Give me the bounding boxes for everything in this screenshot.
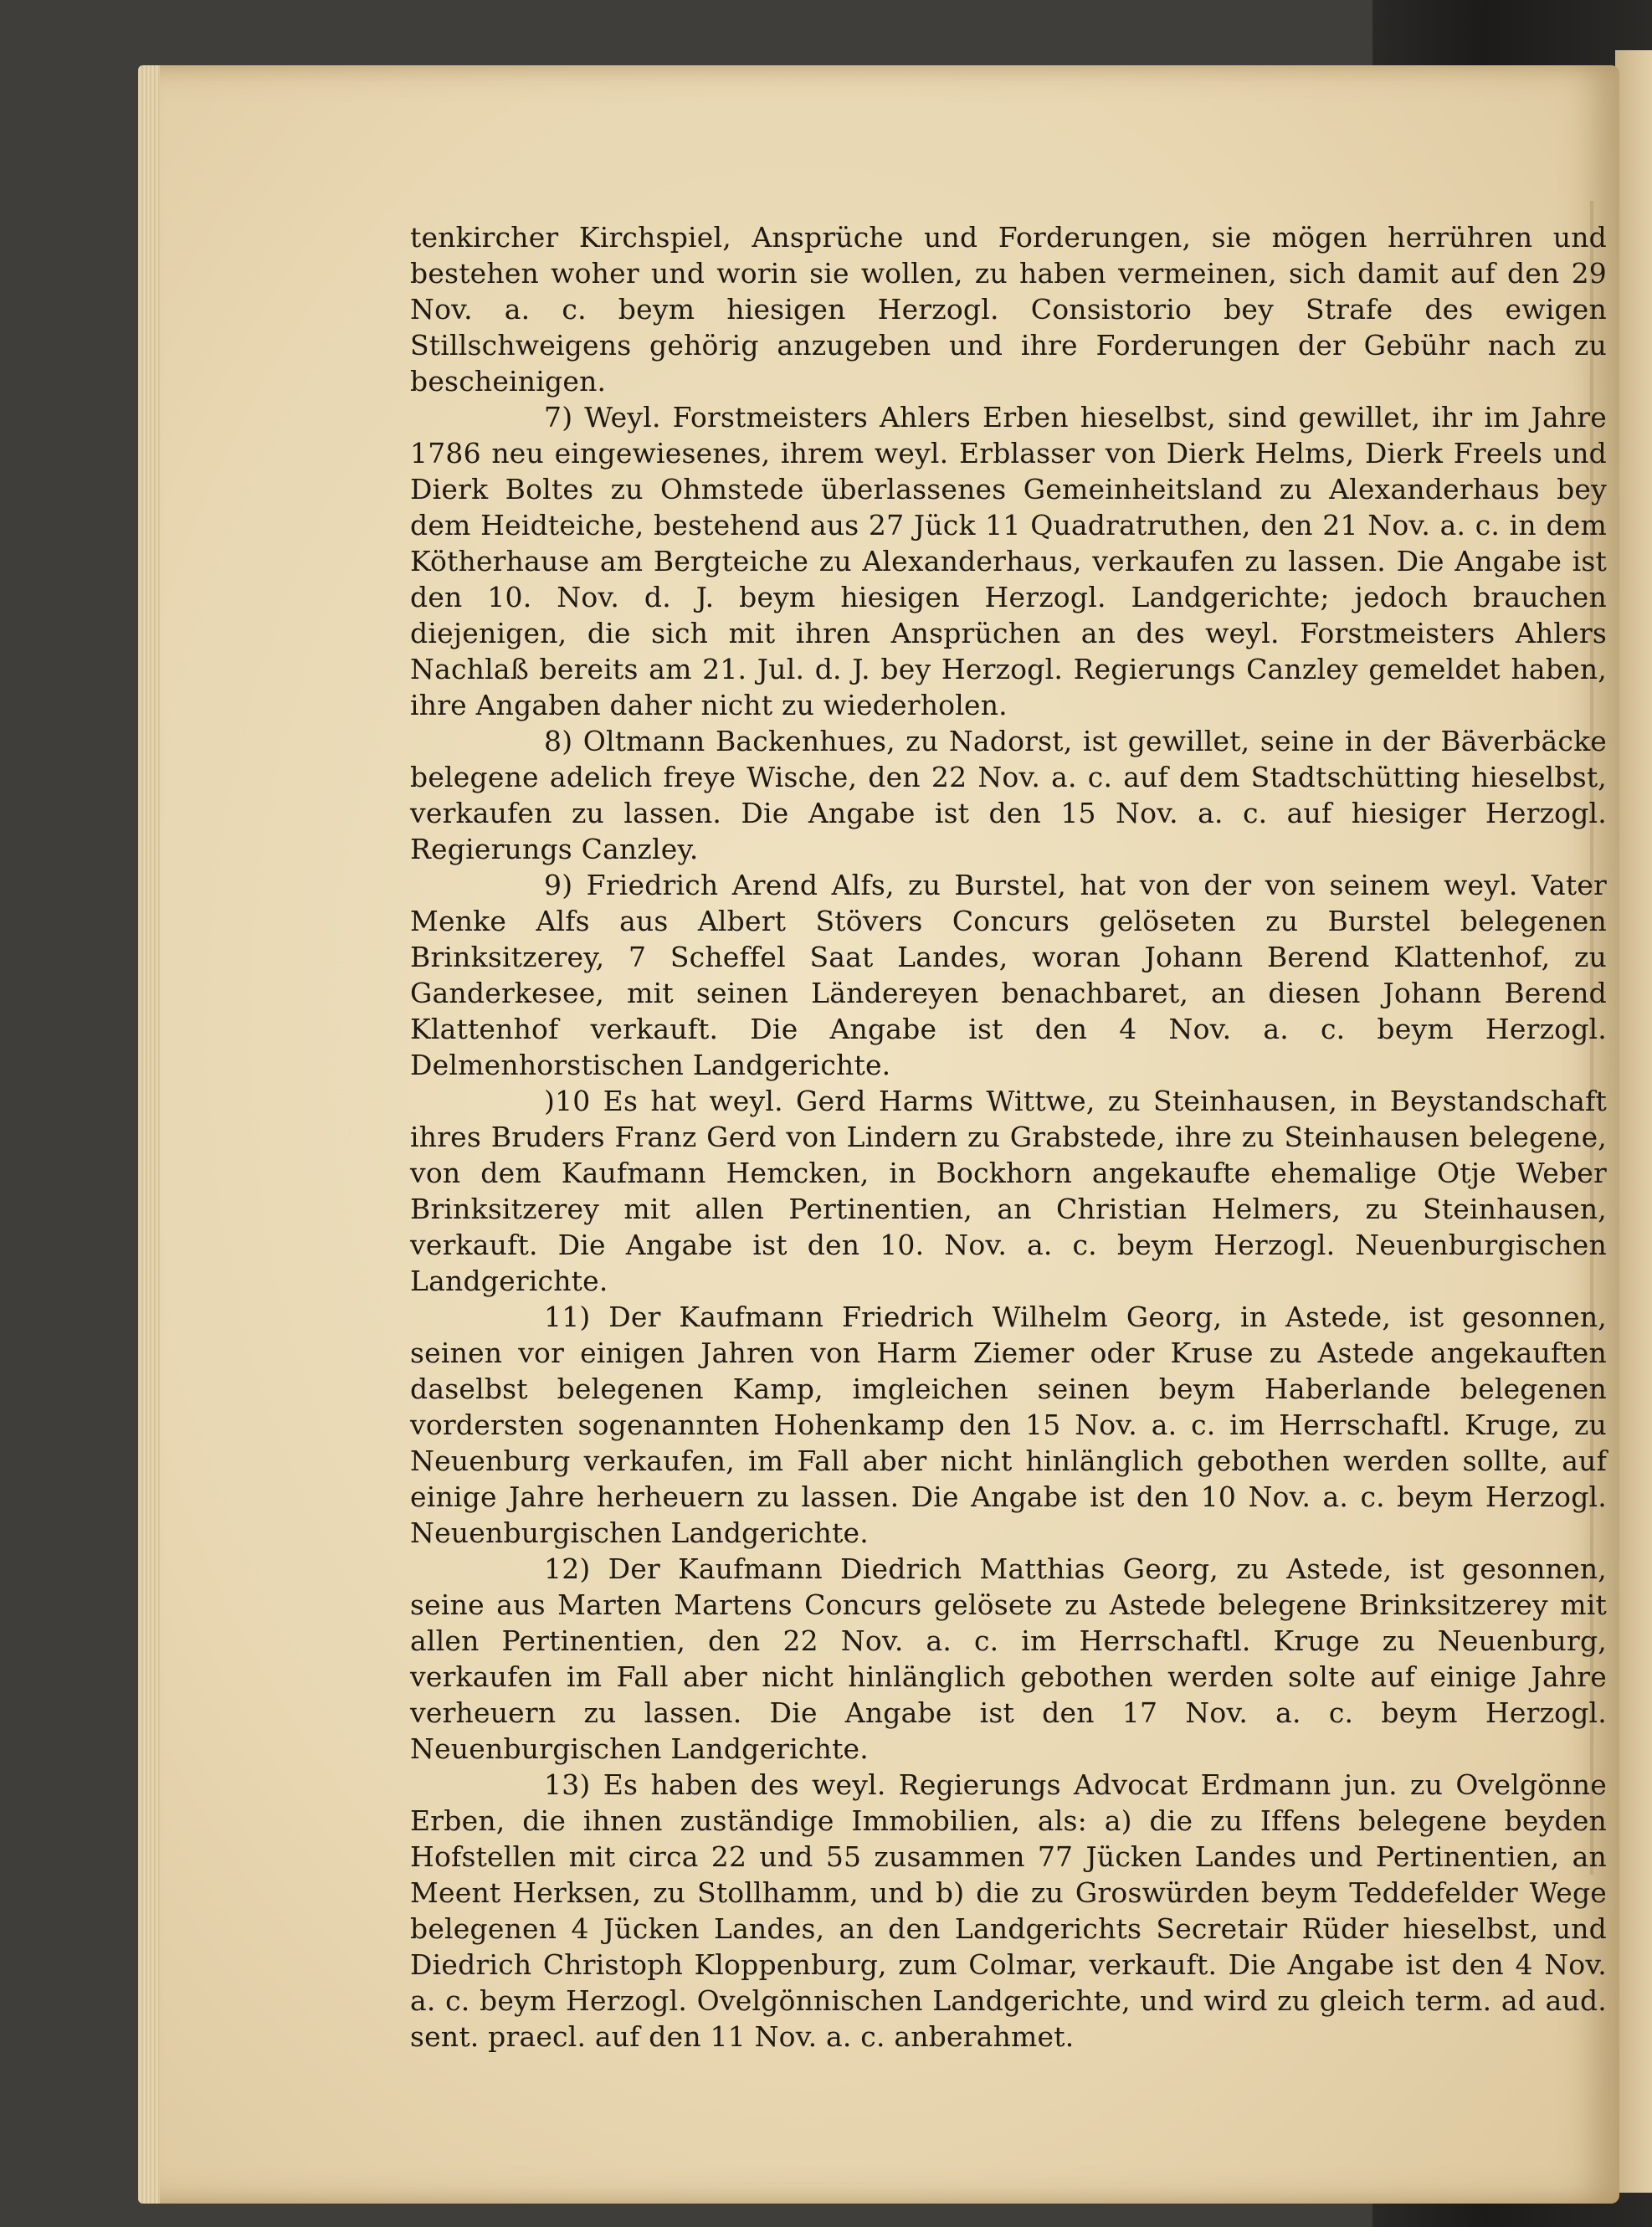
paragraph-13: 13) Es haben des weyl. Regierungs Advocat Erdmann jun. zu Ovelgönne Erben, die ihnen zuständige Immobilien, als: a) die zu Iffens belegene beyden Hofstellen mit circa 22 und 55 zusammen 77 Jücken Landes und Pertinentien, an Meent Herksen, zu Stollhamm, und b) die zu Groswürden beym Teddefelder Wege belegenen 4 Jücken Landes, an den Landgerichts Secretair Rüder hieselbst, und Diedrich Christoph Kloppenburg, zum Colmar, verkauft. Die Angabe ist den 4 Nov. a. c. beym Herzogl. Ovelgönnischen Landgerichte, und wird zu gleich term. ad aud. sent. praecl. auf den 11 Nov. a. c. anberahmet. — [410, 1768, 1607, 2053]
paragraph-10: )10 Es hat weyl. Gerd Harms Wittwe, zu Steinhausen, in Beystandschaft ihres Bruders Franz Gerd von Lindern zu Grabstede, ihre zu Steinhausen belegene, von dem Kaufmann Hemcken, in Bockhorn angekaufte ehemalige Otje Weber Brinksitzerey mit allen Pertinentien, an Christian Helmers, zu Steinhausen, verkauft. Die Angabe ist den 10. Nov. a. c. beym Herzogl. Neuenburgischen Landgerichte. — [410, 1085, 1607, 1297]
paragraph-8: 8) Oltmann Backenhues, zu Nadorst, ist gewillet, seine in der Bäverbäcke belegene adelich freye Wische, den 22 Nov. a. c. auf dem Stadtschütting hieselbst, verkaufen zu lassen. Die Angabe ist den 15 Nov. a. c. auf hiesiger Herzogl. Regierungs Canzley. — [410, 725, 1607, 865]
page-text-block — [410, 219, 1607, 2053]
paragraph-9: 9) Friedrich Arend Alfs, zu Burstel, hat von der von seinem weyl. Vater Menke Alfs aus Albert Stövers Concurs gelöseten zu Burstel belegenen Brinksitzerey, 7 Scheffel Saat Landes, woran Johann Berend Klattenhof, zu Ganderkesee, mit seinen Ländereyen benachbaret, an diesen Johann Berend Klattenhof verkauft. Die Angabe ist den 4 Nov. a. c. beym Herzogl. Delmenhorstischen Landgerichte. — [410, 869, 1607, 1081]
paragraph-12: 12) Der Kaufmann Diedrich Matthias Georg, zu Astede, ist gesonnen, seine aus Marten Martens Concurs gelösete zu Astede belegene Brinksitzerey mit allen Pertinentien, den 22 Nov. a. c. im Herrschaftl. Kruge zu Neuenburg, verkaufen im Fall aber nicht hinlänglich gebothen werden solte auf einige Jahre verheuern zu lassen. Die Angabe ist den 17 Nov. a. c. beym Herzogl. Neuenburgischen Landgerichte. — [410, 1552, 1607, 1765]
next-page-edge — [1615, 50, 1652, 2193]
page-stack-edge — [138, 65, 160, 2204]
paragraph-7: 7) Weyl. Forstmeisters Ahlers Erben hieselbst, sind gewillet, ihr im Jahre 1786 neu eingewiesenes, ihrem weyl. Erblasser von Dierk Helms, Dierk Freels und Dierk Boltes zu Ohmstede überlassenes Gemeinheitsland zu Alexanderhaus bey dem Heidteiche, bestehend aus 27 Jück 11 Quadratruthen, den 21 Nov. a. c. in dem Kötherhause am Bergteiche zu Alexanderhaus, verkaufen zu lassen. Die Angabe ist den 10. Nov. d. J. beym hiesigen Herzogl. Landgerichte; jedoch brauchen diejenigen, die sich mit ihren Ansprüchen an des weyl. Forstmeisters Ahlers Nachlaß bereits am 21. Jul. d. J. bey Herzogl. Regierungs Canzley gemeldet haben, ihre Angaben daher nicht zu wiederholen. — [410, 401, 1607, 721]
paragraph-6-continuation: tenkircher Kirchspiel, Ansprüche und Forderungen, sie mögen herrühren und bestehen woher und worin sie wollen, zu haben vermeinen, sich damit auf den 29 Nov. a. c. beym hiesigen Herzogl. Consistorio bey Strafe des ewigen Stillschweigens gehörig anzugeben und ihre Forderungen der Gebühr nach zu bescheinigen. — [410, 221, 1607, 398]
paragraph-11: 11) Der Kaufmann Friedrich Wilhelm Georg, in Astede, ist gesonnen, seinen vor einigen Jahren von Harm Ziemer oder Kruse zu Astede angekauften daselbst belegenen Kamp, imgleichen seinen beym Haberlande belegenen vordersten sogenannten Hohenkamp den 15 Nov. a. c. im Herrschaftl. Kruge, zu Neuenburg verkaufen, im Fall aber nicht hinlänglich gebothen werden sollte, auf einige Jahre herheuern zu lassen. Die Angabe ist den 10 Nov. a. c. beym Herzogl. Neuenburgischen Landgerichte. — [410, 1301, 1607, 1549]
